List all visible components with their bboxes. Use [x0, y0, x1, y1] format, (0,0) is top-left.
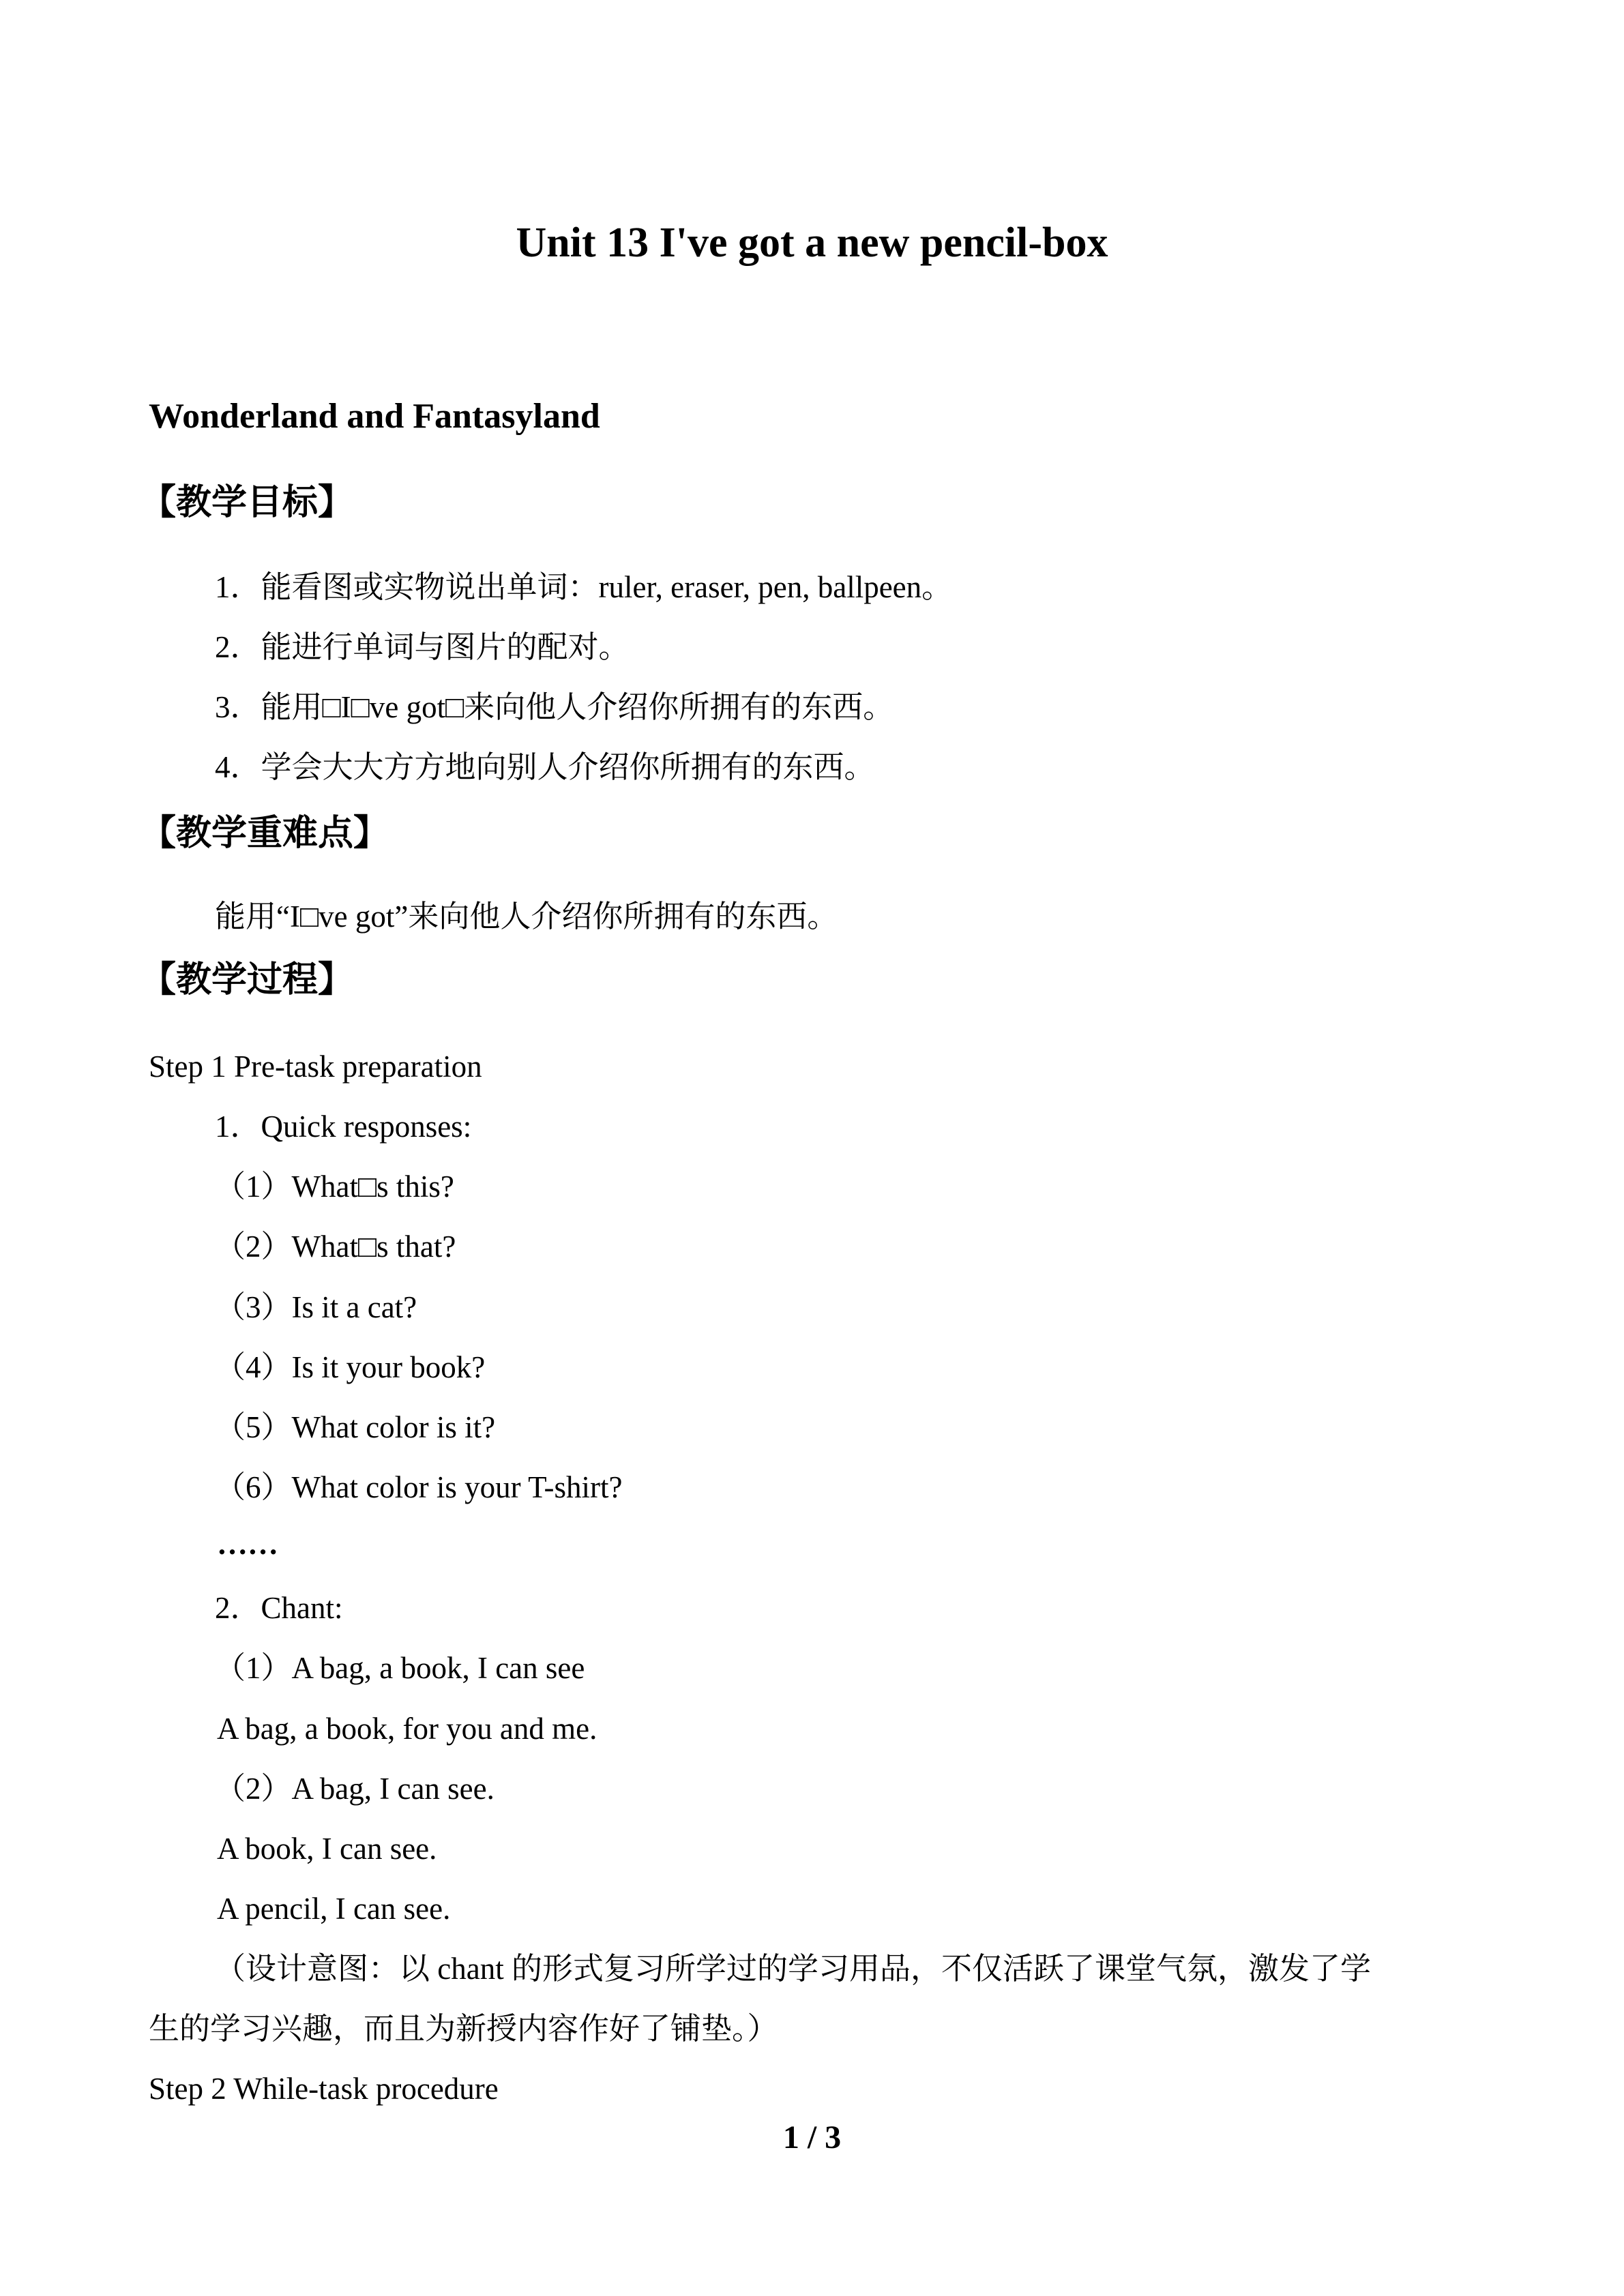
document-subtitle: Wonderland and Fantasyland — [149, 397, 600, 436]
question-item: （5）What color is it? — [215, 1410, 496, 1444]
objective-item: 3．能用□I□ve got□来向他人介绍你所拥有的东西。 — [215, 690, 894, 724]
question-item: （4）Is it your book? — [215, 1350, 486, 1384]
ellipsis: …… — [217, 1527, 278, 1561]
question-item: （6）What color is your T-shirt? — [215, 1470, 623, 1504]
question-item: （3）Is it a cat? — [215, 1290, 417, 1324]
section-heading-objectives: 【教学目标】 — [141, 482, 354, 523]
chant-line: A bag, a book, for you and me. — [217, 1712, 597, 1746]
chant-line: （1）A bag, a book, I can see — [215, 1651, 585, 1685]
page-number: 1 / 3 — [782, 2119, 842, 2156]
design-note-line: （设计意图：以 chant 的形式复习所学过的学习用品，不仅活跃了课堂气氛，激发了学 — [215, 1952, 1371, 1986]
objective-item: 4．学会大大方方地向别人介绍你所拥有的东西。 — [215, 750, 875, 784]
section-heading-key-points: 【教学重难点】 — [141, 813, 389, 854]
chant-line: A pencil, I can see. — [217, 1892, 451, 1926]
question-item: （2）What□s that? — [215, 1229, 456, 1264]
key-points-text: 能用“I□ve got”来向他人介绍你所拥有的东西。 — [215, 899, 838, 934]
design-note-line: 生的学习兴趣，而且为新授内容作好了铺垫。） — [149, 2012, 778, 2046]
objective-item: 2．能进行单词与图片的配对。 — [215, 630, 630, 664]
step1-title: Step 1 Pre-task preparation — [149, 1049, 482, 1084]
chant-line: A book, I can see. — [217, 1832, 437, 1866]
section-heading-process: 【教学过程】 — [141, 959, 354, 1000]
step1-item2-label: 2．Chant: — [215, 1591, 343, 1625]
question-item: （1）What□s this? — [215, 1169, 454, 1204]
document-title: Unit 13 I've got a new pencil-box — [516, 220, 1108, 266]
step2-title: Step 2 While-task procedure — [149, 2072, 499, 2106]
chant-line: （2）A bag, I can see. — [215, 1772, 494, 1806]
step1-item1-label: 1．Quick responses: — [215, 1109, 472, 1144]
objective-item: 1．能看图或实物说出单词：ruler, eraser, pen, ballpeen。 — [215, 570, 953, 604]
